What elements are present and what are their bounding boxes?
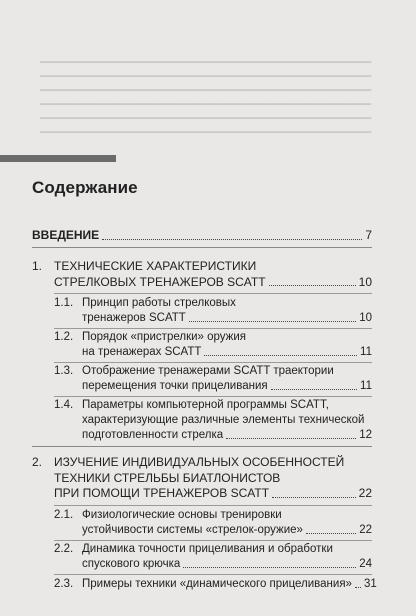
section-title-line: Отображение тренажерами SCATT траектории (82, 365, 334, 377)
section-title-line: Физиологические основы тренировки (82, 509, 282, 521)
section-title-line: подготовленности стрелка (82, 429, 224, 441)
section-number: 2.1. (54, 509, 74, 521)
divider (32, 247, 372, 248)
divider (32, 446, 372, 447)
section-title-line: тренажеров SCATT (82, 312, 186, 324)
chapter-number: 1. (32, 259, 43, 273)
divider (54, 505, 372, 506)
toc-entry-1-1[interactable] (82, 311, 372, 326)
dot-leader (271, 389, 357, 390)
show-through-text: ━━━━━━━━━━━━━━━━━━━━━━━━━━━━━━━━━━━━━━━━━━━━━━━━━━ ━━━━━━━━━━━━━━━━━━━━━━━━━━━━━━━━━━━━━━━━━━━━━━━━━━ ━━━━━━━━━━━━━━━━━━━━━━━━━━━━━━━━━━━━━━━━━━━━━━━━━━ ━━━━━━━━━━━━━━━━━━━━━━━━━━━━━━━━━━━━━━━━━━━━━━━━━━ ━━━━━━━━━━━━━━━━━━━━━━━━━━━━━━━━━━━━━━━━━━━━━━━━━━ ━━━━━━━━━━━━━━━━━━━━━━━━━━━━━━━━━━━━━━━━━━━━━━━━━━ (40, 57, 372, 139)
section-title-line: Параметры компьютерной программы SCATT, (82, 399, 329, 411)
dot-leader (272, 497, 356, 498)
chapter-2-title-line: ИЗУЧЕНИЕ ИНДИВИДУАЛЬНЫХ ОСОБЕННОСТЕЙ (54, 455, 345, 469)
dot-leader (102, 239, 362, 240)
page-number: 7 (365, 228, 372, 242)
toc-entry-2-1[interactable] (82, 523, 372, 538)
dot-leader (306, 533, 356, 534)
toc-entry-1-3[interactable] (82, 379, 372, 394)
divider (54, 574, 372, 575)
section-number: 2.2. (54, 543, 74, 555)
divider (54, 328, 372, 329)
page-number: 24 (359, 558, 372, 570)
toc-entry-intro[interactable] (32, 228, 372, 244)
divider (54, 293, 372, 294)
toc-entry-chapter-2[interactable] (54, 486, 372, 502)
chapter-1-title-line: СТРЕЛКОВЫХ ТРЕНАЖЕРОВ SCATT (54, 274, 266, 289)
section-title-line: на тренажерах SCATT (82, 346, 202, 358)
page-number: 11 (360, 346, 372, 358)
dot-leader (183, 567, 356, 568)
dot-leader (189, 321, 356, 322)
page-number: 10 (359, 312, 372, 324)
page-number: 22 (359, 524, 372, 536)
section-number: 2.3. (54, 578, 74, 590)
section-title-line: Примеры техники «динамического прицеливания» (82, 578, 352, 590)
divider (54, 396, 372, 397)
chapter-2-title-line: ТЕХНИКИ СТРЕЛЬБЫ БИАТЛОНИСТОВ (54, 470, 281, 485)
section-title-line: спускового крючка (82, 558, 181, 570)
contents-title: Содержание (32, 178, 138, 197)
dot-leader (355, 587, 361, 588)
section-title-line: Принцип работы стрелковых (82, 297, 236, 309)
page-number: 22 (358, 486, 372, 500)
intro-title: ВВЕДЕНИЕ (32, 228, 100, 242)
toc-entry-1-4[interactable] (82, 428, 372, 443)
section-number: 1.3. (54, 365, 74, 377)
section-title-line: Динамика точности прицеливания и обработки (82, 543, 333, 555)
toc-entry-1-2[interactable] (82, 345, 372, 360)
page-number: 12 (359, 429, 372, 441)
dot-leader (204, 355, 357, 356)
dot-leader (269, 285, 356, 286)
toc-entry-2-2[interactable] (82, 557, 372, 572)
section-marker-bar (0, 155, 116, 162)
chapter-1-title-line: ТЕХНИЧЕСКИЕ ХАРАКТЕРИСТИКИ (54, 259, 257, 273)
dot-leader (226, 438, 356, 439)
section-title-line: характеризующие различные элементы технической (82, 414, 365, 426)
page-number: 11 (360, 380, 372, 392)
toc-entry-2-3[interactable] (82, 577, 377, 592)
divider (54, 540, 372, 541)
section-number: 1.2. (54, 331, 74, 343)
section-title-line: устойчивости системы «стрелок-оружие» (82, 524, 303, 536)
toc-entry-chapter-1[interactable] (54, 275, 372, 291)
section-number: 1.4. (54, 399, 74, 411)
section-title-line: перемещения точки прицеливания (82, 380, 268, 392)
divider (54, 362, 372, 363)
page-number: 31 (363, 578, 377, 590)
chapter-2-title-line: ПРИ ПОМОЩИ ТРЕНАЖЕРОВ SCATT (54, 486, 270, 500)
chapter-number: 2. (32, 455, 43, 469)
section-title-line: Порядок «пристрелки» оружия (82, 331, 246, 343)
section-number: 1.1. (54, 297, 74, 309)
page-number: 10 (358, 274, 372, 289)
